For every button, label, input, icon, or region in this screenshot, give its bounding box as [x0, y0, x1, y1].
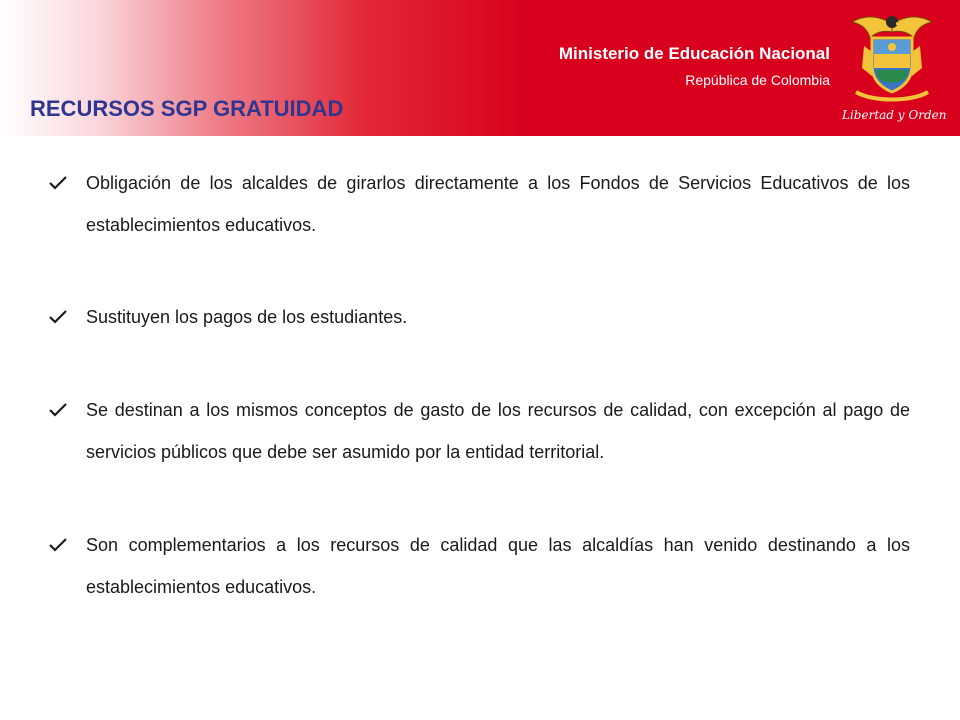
bullet-item [48, 162, 910, 246]
checkmark-icon [48, 537, 68, 553]
bullet-item [48, 296, 910, 338]
slide-title: RECURSOS SGP GRATUIDAD [30, 96, 344, 121]
bullet-text: Obligación de los alcaldes de girarlos directamente a los Fondos de Servicios Educativos de los establecimientos educativos. [86, 173, 910, 235]
ministry-name: Ministerio de Educación Nacional [558, 44, 830, 63]
checkmark-icon [48, 309, 68, 325]
motto-text: Libertad y Orden [842, 108, 947, 122]
bullet-text: Sustituyen los pagos de los estudiantes. [86, 307, 408, 327]
republic-name: República de Colombia [685, 72, 830, 88]
bullet-list [48, 162, 910, 608]
bullet-text: Se destinan a los mismos conceptos de gasto de los recursos de calidad, con excepción al pago de servicios públicos que debe ser asumido por la entidad territorial. [86, 400, 910, 462]
bullet-item [48, 524, 910, 608]
checkmark-icon [48, 175, 68, 191]
checkmark-icon [48, 402, 68, 418]
bullet-text: Son complementarios a los recursos de calidad que las alcaldías han venido destinando a los establecimientos educativos. [86, 535, 910, 597]
bullet-item [48, 389, 910, 473]
